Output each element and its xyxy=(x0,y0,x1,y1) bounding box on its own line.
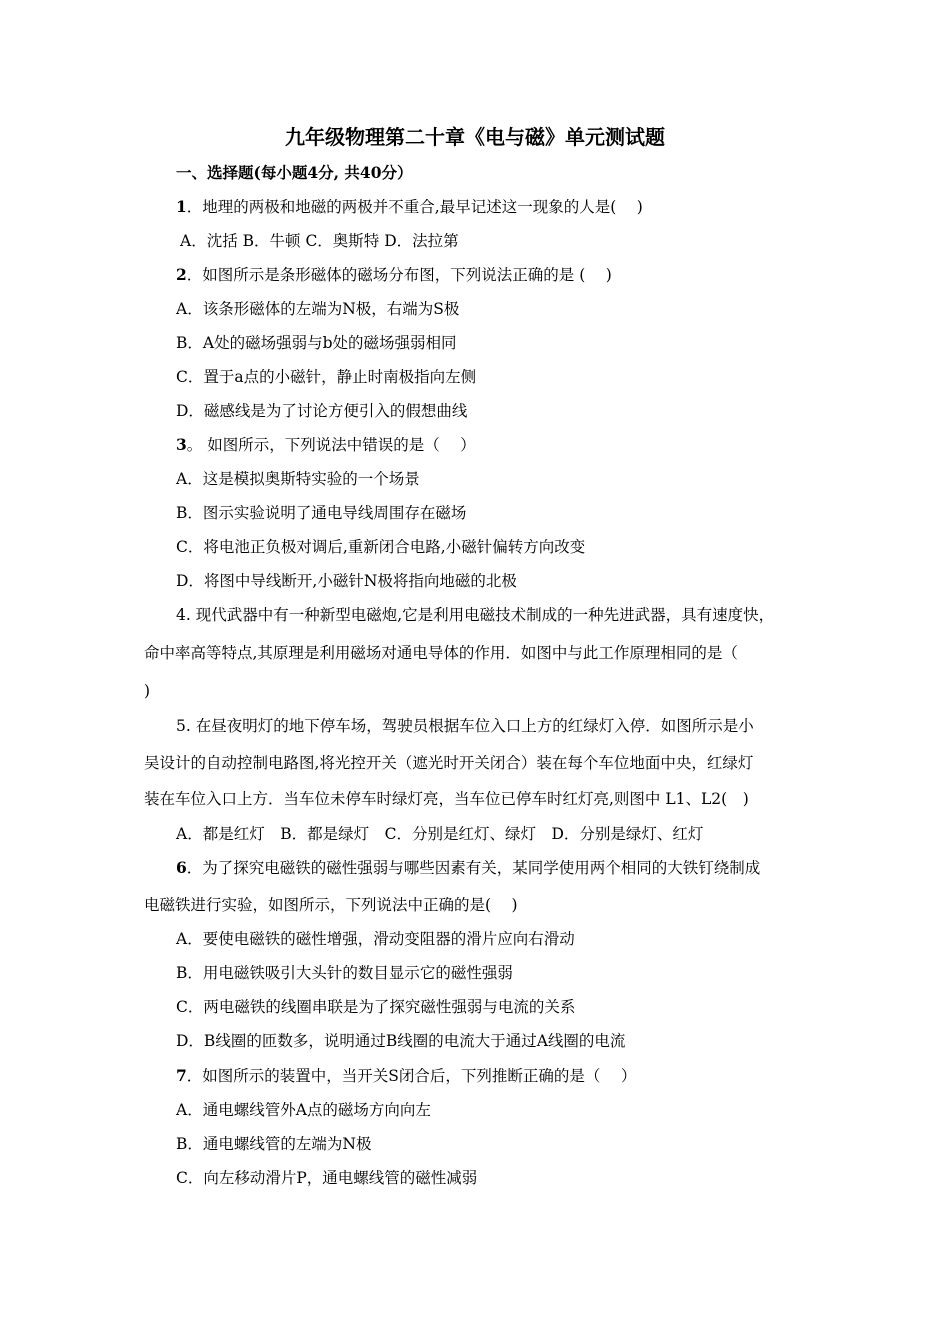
page-title: 九年级物理第二十章《电与磁》单元测试题 xyxy=(285,125,665,149)
option-line: A．这是模拟奥斯特实验的一个场景 xyxy=(176,470,420,488)
question-text-continued: 装在车位入口上方．当车位未停车时绿灯亮，当车位已停车时红灯亮,则图中 L1、L2( ) xyxy=(144,790,749,808)
option-line: B．用电磁铁吸引大头针的数目显示它的磁性强弱 xyxy=(176,964,513,982)
option-line: B．A处的磁场强弱与b处的磁场强弱相同 xyxy=(176,334,457,352)
option-line: C．两电磁铁的线圈串联是为了探究磁性强弱与电流的关系 xyxy=(176,998,576,1016)
question-text-continued: ) xyxy=(144,682,151,700)
question-text: ．如图所示的装置中，当开关S闭合后，下列推断正确的是（ ） xyxy=(186,1067,637,1085)
question-number: 6 xyxy=(176,858,187,877)
question-number: 1 xyxy=(176,197,187,216)
question-2 xyxy=(176,263,612,287)
option-line: B．图示实验说明了通电导线周围存在磁场 xyxy=(176,504,467,522)
option-line: B．通电螺线管的左端为N极 xyxy=(176,1135,372,1153)
question-7 xyxy=(176,1064,636,1088)
option-line: A．都是红灯 B．都是绿灯 C．分别是红灯、绿灯 D．分别是绿灯、红灯 xyxy=(176,825,704,843)
question-text: ．地理的两极和地磁的两极并不重合,最早记述这一现象的人是( ) xyxy=(186,198,643,216)
question-1 xyxy=(176,195,643,219)
option-line: D．B线圈的匝数多，说明通过B线圈的电流大于通过A线圈的电流 xyxy=(176,1032,626,1050)
question-number: 2 xyxy=(176,265,187,284)
question-text: 。 如图所示，下列说法中错误的是（ ） xyxy=(186,436,476,454)
section-heading: 一、选择题(每小题4分, 共40分） xyxy=(176,163,413,182)
question-text-continued: 电磁铁进行实验，如图所示，下列说法中正确的是( ) xyxy=(144,896,518,914)
question-5: 5. 在昼夜明灯的地下停车场，驾驶员根据车位入口上方的红绿灯入停．如图所示是小 xyxy=(176,717,754,735)
question-6 xyxy=(176,856,760,880)
option-line: D．将图中导线断开,小磁针N极将指向地磁的北极 xyxy=(176,572,517,590)
question-3 xyxy=(176,433,476,457)
question-number: 7 xyxy=(176,1066,187,1085)
question-text: ．为了探究电磁铁的磁性强弱与哪些因素有关，某同学使用两个相同的大铁钉绕制成 xyxy=(186,859,761,877)
question-text-continued: 命中率高等特点,其原理是利用磁场对通电导体的作用．如图中与此工作原理相同的是（ xyxy=(144,644,738,662)
question-text-continued: 吴设计的自动控制电路图,将光控开关（遮光时开关闭合）装在每个车位地面中央，红绿灯 xyxy=(144,754,754,772)
option-line: A．通电螺线管外A点的磁场方向向左 xyxy=(176,1101,431,1119)
option-line: A．该条形磁体的左端为N极，右端为S极 xyxy=(176,300,460,318)
question-4: 4. 现代武器中有一种新型电磁炮,它是利用电磁技术制成的一种先进武器，具有速度快， xyxy=(176,606,775,624)
option-line: D．磁感线是为了讨论方便引入的假想曲线 xyxy=(176,402,468,420)
question-text: ．如图所示是条形磁体的磁场分布图，下列说法正确的是 ( ) xyxy=(186,266,612,284)
option-line: A．要使电磁铁的磁性增强，滑动变阻器的滑片应向右滑动 xyxy=(176,930,575,948)
option-line: C．向左移动滑片P，通电螺线管的磁性减弱 xyxy=(176,1169,478,1187)
option-line: C．将电池正负极对调后,重新闭合电路,小磁针偏转方向改变 xyxy=(176,538,586,556)
question-number: 3 xyxy=(176,435,187,454)
option-line: A．沈括 B．牛顿 C．奥斯特 D．法拉第 xyxy=(180,232,459,250)
option-line: C．置于a点的小磁针，静止时南极指向左侧 xyxy=(176,368,477,386)
